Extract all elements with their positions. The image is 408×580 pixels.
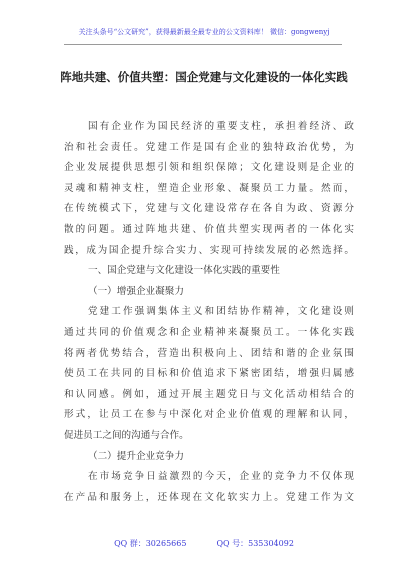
paragraph-line: 散的问题。通过阵地共建、价值共塑实现两者的一体化实 xyxy=(64,223,354,235)
document-body xyxy=(64,117,354,508)
paragraph-line: 国有企业作为国民经济的重要支柱，承担着经济、政 xyxy=(88,121,354,132)
paragraph-line: 灵魂和精神支柱，塑造企业形象、凝聚员工力量。然而， xyxy=(64,182,354,194)
footer-qq-number: QQ 号：535304092 xyxy=(216,539,294,548)
header-note: 关注头条号“公文研究”，获得最新最全最专业的公文资料库！ 微信：gongwenyj xyxy=(78,28,330,36)
paragraph-line: 在产品和服务上，还体现在文化软实力上。党建工作为文 xyxy=(64,491,354,503)
document-title: 阵地共建、价值共塑：国企党建与文化建设的一体化实践 xyxy=(60,70,348,84)
paragraph-line: 党建工作强调集体主义和团结协作精神，文化建设则 xyxy=(88,306,354,318)
subsection-heading: （一）增强企业凝聚力 xyxy=(88,285,184,297)
paragraph-line: 使员工在共同的目标和价值追求下紧密团结，增强归属感 xyxy=(64,368,354,380)
paragraph-line: 通过共同的价值观念和企业精神来凝聚员工。一体化实践 xyxy=(64,326,354,338)
footer-contact xyxy=(0,538,408,550)
paragraph-line: 践，成为国企提升综合实力、实现可持续发展的必然选择。 xyxy=(64,244,354,256)
paragraph-line: 将两者优势结合，营造出积极向上、团结和谐的企业氛围 xyxy=(64,347,354,359)
section-heading: 一、国企党建与文化建设一体化实践的重要性 xyxy=(88,265,280,277)
paragraph-line: 在传统模式下，党建与文化建设常存在各自为政、资源分 xyxy=(64,203,354,215)
paragraph-line: 在市场竞争日益激烈的今天，企业的竞争力不仅体现 xyxy=(88,471,354,483)
header-divider xyxy=(64,44,342,45)
paragraph-line: 治和社会责任。党建工作是国有企业的独特政治优势，为 xyxy=(64,141,354,153)
paragraph-line: 和认同感。例如，通过开展主题党日与文化活动相结合的 xyxy=(64,388,354,400)
paragraph-line: 形式，让员工在参与中深化对企业价值观的理解和认同， xyxy=(64,409,354,421)
subsection-heading: （二）提升企业竞争力 xyxy=(88,450,184,462)
paragraph-line: 促进员工之间的沟通与合作。 xyxy=(64,429,189,441)
paragraph-line: 企业发展提供思想引领和组织保障；文化建设则是企业的 xyxy=(64,162,354,174)
footer-qq-group: QQ 群：30265665 xyxy=(114,539,187,548)
